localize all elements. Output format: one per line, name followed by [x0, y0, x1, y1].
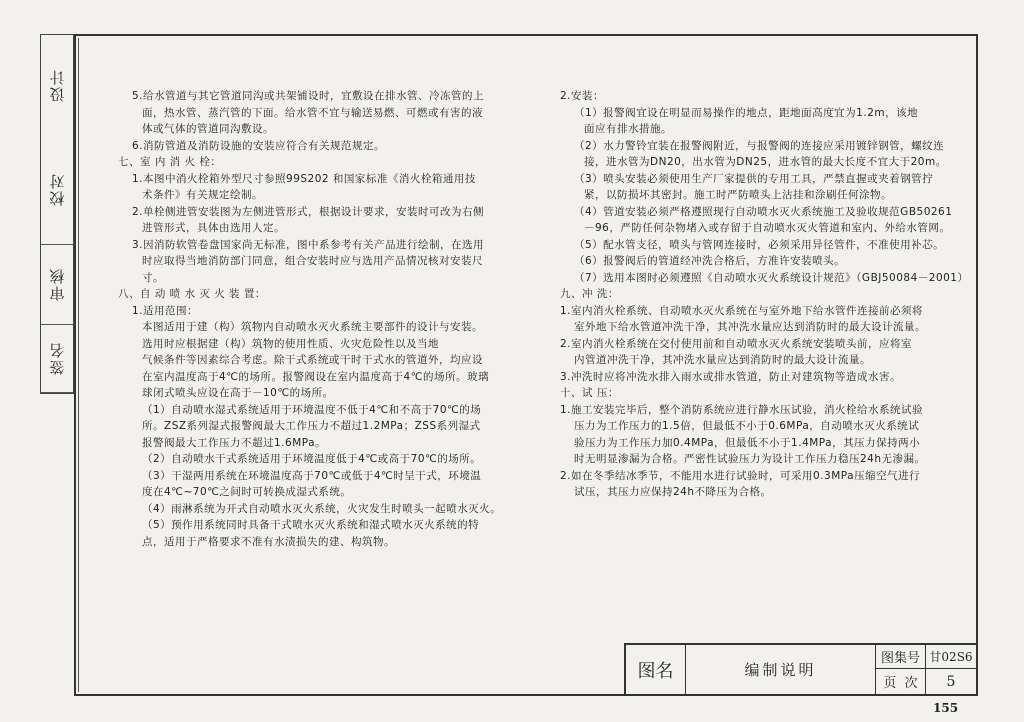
- note-line: （3）干湿两用系统在环境温度高于70℃或低于4℃时呈干式，环境温: [142, 469, 482, 482]
- note-line: 进管形式，具体由选用人定。: [142, 222, 285, 234]
- note-line: 球闭式喷头应设在高于－10℃的场所。: [142, 387, 334, 399]
- side-cell-design: 设计: [48, 68, 67, 102]
- note-line: （1）自动喷水湿式系统适用于环境温度不低于4℃和不高于70℃的场: [142, 403, 482, 416]
- note-line: 2.安装：: [560, 90, 605, 102]
- note-line: 点，适用于严格要求不准有水渍损失的建、构筑物。: [142, 535, 395, 548]
- note-line: 紧，以防损坏其密封。施工时严防喷头上沾挂和涂刷任何涂物。: [584, 189, 892, 201]
- note-line: （2）自动喷水干式系统适用于环境温度低于4℃或高于70℃的场所。: [142, 453, 482, 465]
- note-line: 6.消防管道及消防设施的安装应符合有关规范规定。: [132, 139, 386, 152]
- note-line: （4）管道安装必须严格遵照现行自动喷水灭火系统施工及验收规范GB50261: [574, 205, 953, 218]
- note-line: 1.适用范围：: [132, 304, 199, 317]
- note-line: 接，进水管为DN20，出水管为DN25，进水管的最大长度不宜大于20m。: [584, 156, 947, 168]
- note-line: 3.因消防软管卷盘国家尚无标准，图中系参考有关产品进行绘制，在选用: [132, 238, 485, 251]
- binding-line: [78, 38, 79, 692]
- note-line: 八、自 动 喷 水 灭 火 装 置：: [118, 288, 266, 300]
- note-line: （7）选用本图时必须遵照《自动喷水灭火系统设计规范》（GBJ50084－2001）: [574, 271, 969, 284]
- note-line: （6）报警阀后的管道经冲洗合格后，方准许安装喷头。: [574, 255, 846, 267]
- title-label: 图名: [626, 645, 686, 694]
- note-line: 2.如在冬季结冰季节，不能用水进行试验时，可采用0.3MPa压缩空气进行: [560, 469, 921, 482]
- atlas-no-label: 图集号: [876, 645, 926, 669]
- note-line: 试压，其压力应保持24h不降压为合格。: [574, 486, 772, 498]
- note-line: 面应有排水措施。: [584, 123, 672, 135]
- note-line: 1.施工安装完毕后，整个消防系统应进行静水压试验，消火栓给水系统试验: [560, 403, 924, 416]
- note-line: （2）水力警铃宜装在报警阀附近，与报警阀的连接应采用镀锌钢管，螺纹连: [574, 139, 945, 152]
- sheet-page-number: 155: [933, 701, 959, 715]
- side-cell-proofread: 校对: [41, 135, 73, 245]
- side-cell-review: 审核: [41, 245, 73, 325]
- note-line: 体或气体的管道同沟敷设。: [142, 123, 274, 135]
- note-line: 在室内温度高于4℃的场所。报警阀设在室内温度高于4℃的场所。玻璃: [142, 370, 489, 383]
- note-line: 报警阀最大工作压力不超过1.6MPa。: [142, 436, 327, 449]
- note-line: 2.室内消火栓系统在交付使用前和自动喷水灭火系统安装喷头前，应将室: [560, 337, 913, 350]
- notes-right-column: [560, 88, 969, 501]
- note-line: 1.本图中消火栓箱外型尺寸参照99S202 和国家标准《消火栓箱通用技: [132, 172, 476, 185]
- note-line: （3）喷头安装必须使用生产厂家提供的专用工具，严禁直握或夹着钢管拧: [574, 172, 934, 185]
- note-line: （5）配水管支径，喷头与管网连接时，必须采用异径管件，不准使用补芯。: [574, 238, 945, 251]
- note-line: （5）预作用系统同时具备干式喷水灭火系统和湿式喷水灭火系统的特: [142, 519, 480, 531]
- note-line: 面，热水管、蒸汽管的下面。给水管不宜与输送易燃、可燃或有害的液: [142, 106, 483, 119]
- note-line: （1）报警阀宜设在明显而易操作的地点，距地面高度宜为1.2m，该地: [574, 106, 919, 119]
- note-line: 2.单栓侧进管安装图为左侧进管形式，根据设计要求，安装时可改为右侧: [132, 205, 485, 218]
- note-line: 九、冲 洗：: [560, 288, 619, 300]
- title-block: [624, 643, 978, 696]
- side-cell-signature: 签名: [41, 325, 73, 393]
- note-line: 时无明显渗漏为合格。严密性试验压力为设计工作压力稳压24h无渗漏。: [574, 453, 926, 465]
- note-line: 十、试 压：: [560, 387, 619, 399]
- page-no: 5: [946, 673, 956, 690]
- note-line: 选用时应根据建（构）筑物的使用性质、火灾危险性以及当地: [142, 337, 439, 350]
- page-label: 页 次: [876, 669, 926, 694]
- note-line: 验压力为工作压力加0.4MPa，但最低不小于1.4MPa，其压力保持两小: [574, 436, 921, 449]
- note-line: 压力为工作压力的1.5倍，但最低不小于0.6MPa，自动喷水灭火系统试: [574, 420, 920, 432]
- note-line: 气候条件等因素综合考虑。除干式系统或干时干式水的管道外，均应设: [142, 354, 483, 366]
- note-line: －96，严防任何杂物堵入或存留于自动喷水灭火管道和室内、外给水管网。: [584, 222, 951, 234]
- note-line: （4）雨淋系统为开式自动喷水灭火系统，火灾发生时喷头一起喷水灭火。: [142, 502, 502, 515]
- signature-strip: [40, 34, 74, 394]
- atlas-no: 甘02S6: [926, 645, 976, 669]
- note-line: 5.给水管道与其它管道同沟或共架铺设时，宜敷设在排水管、冷冻管的上: [132, 90, 485, 102]
- notes-left-column: [118, 88, 501, 550]
- note-line: 室外地下给水管道冲洗干净，其冲洗水量应达到消防时的最大设计流量。: [574, 321, 926, 333]
- note-line: 寸。: [142, 271, 164, 284]
- note-line: 内管道冲洗干净，其冲洗水量应达到消防时的最大设计流量。: [574, 354, 871, 366]
- drawing-name: 编制说明: [686, 645, 876, 694]
- note-line: 术条件》有关规定绘制。: [142, 189, 263, 201]
- note-line: 1.室内消火栓系统、自动喷水灭火系统在与室外地下给水管件连接前必须将: [560, 304, 924, 317]
- note-line: 度在4℃~70℃之间时可转换成湿式系统。: [142, 486, 352, 498]
- note-line: 所。ZSZ系列湿式报警阀最大工作压力不超过1.2MPa；ZSS系列湿式: [142, 420, 481, 432]
- note-line: 七、室 内 消 火 栓：: [118, 156, 222, 168]
- note-line: 3.冲洗时应将冲洗水排入雨水或排水管道，防止对建筑物等造成水害。: [560, 370, 902, 383]
- note-line: 时应取得当地消防部门同意，组合安装时应与选用产品情况核对安装尺: [142, 255, 483, 267]
- note-line: 本图适用于建（构）筑物内自动喷水灭火系统主要部件的设计与安装。: [142, 321, 483, 333]
